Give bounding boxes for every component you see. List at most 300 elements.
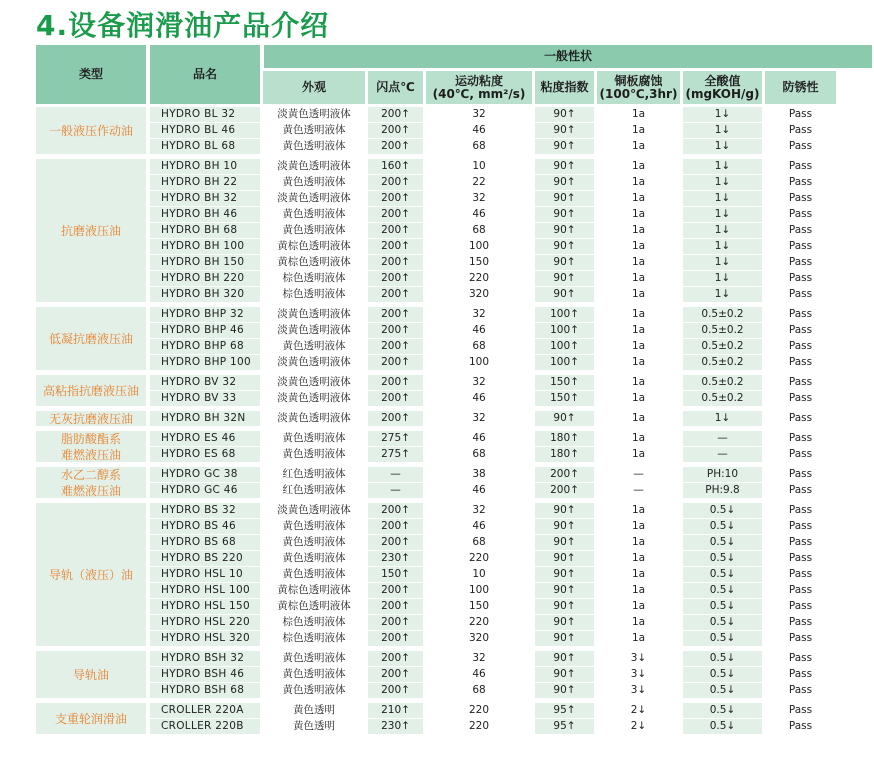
cell-viscosity: 220 xyxy=(426,271,532,286)
cell-acid-number: 0.5↓ xyxy=(683,615,762,630)
cell-copper-corrosion: 1a xyxy=(597,239,680,254)
table-row xyxy=(150,651,872,667)
table-row xyxy=(150,683,872,699)
cell-flash-point: 200↑ xyxy=(368,615,423,630)
cell-copper-corrosion: 1a xyxy=(597,191,680,206)
cell-copper-corrosion: 3↓ xyxy=(597,667,680,682)
cell-copper-corrosion: 1a xyxy=(597,447,680,462)
header-total-acid-number xyxy=(683,71,762,104)
cell-flash-point: 210↑ xyxy=(368,703,423,718)
cell-acid-number: 1↓ xyxy=(683,223,762,238)
cell-rust-prevention: Pass xyxy=(765,255,836,270)
cell-appearance: 棕色透明液体 xyxy=(263,287,365,302)
cell-copper-corrosion: 1a xyxy=(597,175,680,190)
cell-viscosity-index: 180↑ xyxy=(535,447,594,462)
cell-acid-number: 1↓ xyxy=(683,191,762,206)
cell-flash-point: 200↑ xyxy=(368,519,423,534)
header-copper-corrosion xyxy=(597,71,680,104)
table-row xyxy=(150,271,872,287)
cell-viscosity: 100 xyxy=(426,355,532,370)
cell-copper-corrosion: 1a xyxy=(597,207,680,222)
cell-copper-corrosion: 1a xyxy=(597,323,680,338)
cell-viscosity: 46 xyxy=(426,207,532,222)
cell-acid-number: 0.5±0.2 xyxy=(683,391,762,406)
cell-viscosity-index: 150↑ xyxy=(535,391,594,406)
cell-viscosity: 46 xyxy=(426,431,532,446)
category-label: 支重轮润滑油 xyxy=(36,703,146,734)
cell-appearance: 黄棕色透明液体 xyxy=(263,599,365,614)
table-row xyxy=(150,107,872,123)
cell-acid-number: — xyxy=(683,431,762,446)
cell-product-name: HYDRO BSH 46 xyxy=(150,667,260,682)
cell-flash-point: 200↑ xyxy=(368,339,423,354)
cell-copper-corrosion: 3↓ xyxy=(597,651,680,666)
cell-viscosity-index: 100↑ xyxy=(535,323,594,338)
cell-appearance: 黄色透明液体 xyxy=(263,535,365,550)
cell-product-name: HYDRO BL 46 xyxy=(150,123,260,138)
cell-flash-point: 200↑ xyxy=(368,191,423,206)
cell-viscosity-index: 90↑ xyxy=(535,519,594,534)
cell-flash-point: 200↑ xyxy=(368,307,423,322)
cell-viscosity: 150 xyxy=(426,255,532,270)
cell-acid-number: 0.5↓ xyxy=(683,583,762,598)
cell-appearance: 黄色透明液体 xyxy=(263,339,365,354)
cell-viscosity: 46 xyxy=(426,323,532,338)
table-row xyxy=(150,483,872,499)
cell-flash-point: 200↑ xyxy=(368,123,423,138)
category-label: 无灰抗磨液压油 xyxy=(36,411,146,426)
cell-acid-number: 0.5↓ xyxy=(683,503,762,518)
cell-product-name: HYDRO BH 220 xyxy=(150,271,260,286)
cell-flash-point: 200↑ xyxy=(368,535,423,550)
cell-product-name: HYDRO BV 32 xyxy=(150,375,260,390)
cell-viscosity-index: 90↑ xyxy=(535,123,594,138)
cell-product-name: HYDRO BS 32 xyxy=(150,503,260,518)
header-copper-line2: (100℃,3hr) xyxy=(599,86,678,101)
cell-viscosity: 32 xyxy=(426,191,532,206)
cell-acid-number: 1↓ xyxy=(683,255,762,270)
cell-acid-number: 0.5±0.2 xyxy=(683,355,762,370)
cell-viscosity: 46 xyxy=(426,391,532,406)
header-copper-line1: 铜板腐蚀 xyxy=(614,73,663,88)
cell-product-name: HYDRO BH 32N xyxy=(150,411,260,426)
cell-rust-prevention: Pass xyxy=(765,107,836,122)
cell-rust-prevention: Pass xyxy=(765,175,836,190)
cell-product-name: HYDRO BS 68 xyxy=(150,535,260,550)
cell-rust-prevention: Pass xyxy=(765,599,836,614)
cell-rust-prevention: Pass xyxy=(765,519,836,534)
table-row xyxy=(150,307,872,323)
cell-copper-corrosion: 1a xyxy=(597,431,680,446)
cell-product-name: HYDRO BS 220 xyxy=(150,551,260,566)
cell-product-name: CROLLER 220B xyxy=(150,719,260,734)
cell-copper-corrosion: 1a xyxy=(597,159,680,174)
cell-viscosity-index: 90↑ xyxy=(535,411,594,426)
cell-appearance: 黄色透明液体 xyxy=(263,519,365,534)
cell-viscosity-index: 200↑ xyxy=(535,467,594,482)
table-row xyxy=(150,631,872,647)
cell-rust-prevention: Pass xyxy=(765,503,836,518)
table-row xyxy=(150,323,872,339)
cell-viscosity-index: 90↑ xyxy=(535,535,594,550)
cell-product-name: HYDRO BH 68 xyxy=(150,223,260,238)
cell-flash-point: 200↑ xyxy=(368,391,423,406)
cell-viscosity-index: 90↑ xyxy=(535,615,594,630)
cell-flash-point: 160↑ xyxy=(368,159,423,174)
header-acid-line2: (mgKOH/g) xyxy=(685,86,760,101)
cell-flash-point: 200↑ xyxy=(368,207,423,222)
table-row xyxy=(150,191,872,207)
cell-viscosity: 32 xyxy=(426,503,532,518)
cell-acid-number: PH:9.8 xyxy=(683,483,762,498)
cell-viscosity: 68 xyxy=(426,339,532,354)
cell-flash-point: 200↑ xyxy=(368,667,423,682)
cell-copper-corrosion: 1a xyxy=(597,123,680,138)
cell-acid-number: 0.5↓ xyxy=(683,719,762,734)
cell-product-name: HYDRO BS 46 xyxy=(150,519,260,534)
cell-viscosity: 32 xyxy=(426,307,532,322)
cell-copper-corrosion: 1a xyxy=(597,255,680,270)
cell-viscosity: 46 xyxy=(426,123,532,138)
cell-appearance: 黄色透明液体 xyxy=(263,223,365,238)
cell-product-name: HYDRO BV 33 xyxy=(150,391,260,406)
cell-rust-prevention: Pass xyxy=(765,391,836,406)
cell-flash-point: 200↑ xyxy=(368,583,423,598)
cell-viscosity-index: 100↑ xyxy=(535,355,594,370)
cell-rust-prevention: Pass xyxy=(765,535,836,550)
category-label: 水乙二醇系 难燃液压油 xyxy=(36,467,146,498)
cell-flash-point: 200↑ xyxy=(368,503,423,518)
cell-acid-number: 0.5↓ xyxy=(683,631,762,646)
category-label: 导轨（液压）油 xyxy=(36,503,146,646)
cell-viscosity: 220 xyxy=(426,719,532,734)
table-row xyxy=(150,239,872,255)
table-row xyxy=(150,339,872,355)
cell-appearance: 淡黄色透明液体 xyxy=(263,159,365,174)
cell-copper-corrosion: 1a xyxy=(597,411,680,426)
cell-appearance: 黄棕色透明液体 xyxy=(263,239,365,254)
cell-rust-prevention: Pass xyxy=(765,223,836,238)
cell-product-name: HYDRO HSL 10 xyxy=(150,567,260,582)
cell-rust-prevention: Pass xyxy=(765,191,836,206)
cell-appearance: 黄色透明 xyxy=(263,719,365,734)
cell-viscosity-index: 95↑ xyxy=(535,703,594,718)
cell-viscosity-index: 90↑ xyxy=(535,599,594,614)
cell-rust-prevention: Pass xyxy=(765,467,836,482)
cell-flash-point: 200↑ xyxy=(368,239,423,254)
cell-product-name: HYDRO ES 46 xyxy=(150,431,260,446)
category-label: 高粘指抗磨液压油 xyxy=(36,375,146,406)
cell-acid-number: 0.5↓ xyxy=(683,651,762,666)
category-label: 导轨油 xyxy=(36,651,146,698)
cell-rust-prevention: Pass xyxy=(765,447,836,462)
cell-rust-prevention: Pass xyxy=(765,339,836,354)
cell-appearance: 淡黄色透明液体 xyxy=(263,503,365,518)
cell-rust-prevention: Pass xyxy=(765,207,836,222)
cell-product-name: HYDRO BHP 46 xyxy=(150,323,260,338)
cell-product-name: HYDRO HSL 100 xyxy=(150,583,260,598)
cell-rust-prevention: Pass xyxy=(765,239,836,254)
cell-rust-prevention: Pass xyxy=(765,287,836,302)
cell-acid-number: 1↓ xyxy=(683,159,762,174)
cell-acid-number: 0.5↓ xyxy=(683,567,762,582)
cell-flash-point: 230↑ xyxy=(368,551,423,566)
cell-product-name: HYDRO BL 68 xyxy=(150,139,260,154)
header-general-properties: 一般性状 xyxy=(264,45,872,68)
table-row xyxy=(150,159,872,175)
cell-copper-corrosion: 1a xyxy=(597,391,680,406)
cell-appearance: 黄色透明液体 xyxy=(263,567,365,582)
cell-acid-number: 1↓ xyxy=(683,239,762,254)
cell-acid-number: 1↓ xyxy=(683,107,762,122)
cell-product-name: HYDRO BH 100 xyxy=(150,239,260,254)
cell-viscosity-index: 90↑ xyxy=(535,223,594,238)
cell-product-name: HYDRO HSL 320 xyxy=(150,631,260,646)
cell-rust-prevention: Pass xyxy=(765,271,836,286)
cell-acid-number: 0.5↓ xyxy=(683,703,762,718)
table-row xyxy=(150,431,872,447)
cell-acid-number: 1↓ xyxy=(683,207,762,222)
cell-flash-point: 200↑ xyxy=(368,139,423,154)
cell-rust-prevention: Pass xyxy=(765,667,836,682)
cell-copper-corrosion: 1a xyxy=(597,599,680,614)
cell-acid-number: PH:10 xyxy=(683,467,762,482)
cell-appearance: 黄色透明液体 xyxy=(263,175,365,190)
cell-product-name: HYDRO BH 32 xyxy=(150,191,260,206)
cell-appearance: 黄色透明液体 xyxy=(263,667,365,682)
cell-viscosity-index: 90↑ xyxy=(535,503,594,518)
header-kinematic-viscosity xyxy=(426,71,532,104)
header-acid-line1: 全酸值 xyxy=(704,73,741,88)
table-row xyxy=(150,139,872,155)
table-row xyxy=(150,375,872,391)
cell-viscosity-index: 90↑ xyxy=(535,667,594,682)
cell-viscosity: 220 xyxy=(426,615,532,630)
cell-viscosity-index: 95↑ xyxy=(535,719,594,734)
page-title: 4.设备润滑油产品介绍 xyxy=(36,9,330,42)
cell-viscosity: 68 xyxy=(426,447,532,462)
cell-flash-point: 275↑ xyxy=(368,447,423,462)
cell-viscosity: 32 xyxy=(426,411,532,426)
cell-flash-point: 200↑ xyxy=(368,223,423,238)
cell-copper-corrosion: 1a xyxy=(597,287,680,302)
header-flash-point: 闪点℃ xyxy=(368,71,423,104)
cell-viscosity: 68 xyxy=(426,535,532,550)
cell-flash-point: 200↑ xyxy=(368,651,423,666)
table-row xyxy=(150,391,872,407)
cell-viscosity-index: 90↑ xyxy=(535,207,594,222)
cell-flash-point: 200↑ xyxy=(368,631,423,646)
cell-flash-point: 275↑ xyxy=(368,431,423,446)
cell-copper-corrosion: 3↓ xyxy=(597,683,680,698)
cell-flash-point: 200↑ xyxy=(368,375,423,390)
cell-acid-number: — xyxy=(683,447,762,462)
cell-product-name: HYDRO BH 22 xyxy=(150,175,260,190)
header-rust-prevention: 防锈性 xyxy=(765,71,836,104)
cell-appearance: 红色透明液体 xyxy=(263,467,365,482)
cell-viscosity-index: 100↑ xyxy=(535,339,594,354)
cell-acid-number: 0.5↓ xyxy=(683,599,762,614)
cell-viscosity: 32 xyxy=(426,375,532,390)
header-viscosity-line2: (40℃, mm²/s) xyxy=(432,86,526,101)
cell-product-name: HYDRO BSH 68 xyxy=(150,683,260,698)
cell-viscosity-index: 90↑ xyxy=(535,139,594,154)
cell-viscosity: 68 xyxy=(426,683,532,698)
cell-viscosity: 32 xyxy=(426,107,532,122)
cell-acid-number: 1↓ xyxy=(683,139,762,154)
cell-rust-prevention: Pass xyxy=(765,355,836,370)
cell-appearance: 棕色透明液体 xyxy=(263,271,365,286)
cell-acid-number: 1↓ xyxy=(683,287,762,302)
cell-rust-prevention: Pass xyxy=(765,159,836,174)
cell-copper-corrosion: 1a xyxy=(597,223,680,238)
cell-rust-prevention: Pass xyxy=(765,431,836,446)
cell-appearance: 淡黄色透明液体 xyxy=(263,391,365,406)
cell-rust-prevention: Pass xyxy=(765,683,836,698)
cell-copper-corrosion: — xyxy=(597,467,680,482)
cell-rust-prevention: Pass xyxy=(765,123,836,138)
cell-appearance: 黄色透明液体 xyxy=(263,683,365,698)
cell-viscosity: 68 xyxy=(426,223,532,238)
category-label: 低凝抗磨液压油 xyxy=(36,307,146,370)
cell-appearance: 黄棕色透明液体 xyxy=(263,583,365,598)
table-row xyxy=(150,355,872,371)
header-viscosity-index: 粘度指数 xyxy=(535,71,594,104)
cell-appearance: 黄色透明液体 xyxy=(263,207,365,222)
cell-copper-corrosion: 1a xyxy=(597,567,680,582)
table-row xyxy=(150,175,872,191)
cell-appearance: 淡黄色透明液体 xyxy=(263,323,365,338)
header-type: 类型 xyxy=(36,45,146,104)
cell-flash-point: 200↑ xyxy=(368,683,423,698)
cell-flash-point: 200↑ xyxy=(368,355,423,370)
cell-appearance: 淡黄色透明液体 xyxy=(263,375,365,390)
cell-acid-number: 0.5±0.2 xyxy=(683,375,762,390)
cell-copper-corrosion: 1a xyxy=(597,339,680,354)
cell-viscosity-index: 90↑ xyxy=(535,287,594,302)
cell-viscosity-index: 90↑ xyxy=(535,239,594,254)
cell-acid-number: 1↓ xyxy=(683,123,762,138)
cell-appearance: 黄色透明液体 xyxy=(263,551,365,566)
cell-copper-corrosion: 2↓ xyxy=(597,703,680,718)
cell-appearance: 淡黄色透明液体 xyxy=(263,411,365,426)
cell-product-name: HYDRO BHP 32 xyxy=(150,307,260,322)
cell-product-name: HYDRO BH 10 xyxy=(150,159,260,174)
cell-product-name: HYDRO ES 68 xyxy=(150,447,260,462)
cell-copper-corrosion: 1a xyxy=(597,307,680,322)
table-row xyxy=(150,667,872,683)
cell-flash-point: 200↑ xyxy=(368,255,423,270)
cell-acid-number: 0.5±0.2 xyxy=(683,339,762,354)
cell-product-name: HYDRO BH 320 xyxy=(150,287,260,302)
cell-rust-prevention: Pass xyxy=(765,411,836,426)
cell-product-name: HYDRO BSH 32 xyxy=(150,651,260,666)
table-row xyxy=(150,567,872,583)
category-label: 脂肪酸酯系 难燃液压油 xyxy=(36,431,146,462)
table-row xyxy=(150,519,872,535)
cell-copper-corrosion: 1a xyxy=(597,271,680,286)
cell-copper-corrosion: 1a xyxy=(597,583,680,598)
table-row xyxy=(150,447,872,463)
cell-product-name: HYDRO HSL 150 xyxy=(150,599,260,614)
cell-acid-number: 0.5↓ xyxy=(683,535,762,550)
cell-viscosity-index: 90↑ xyxy=(535,683,594,698)
cell-appearance: 黄色透明液体 xyxy=(263,123,365,138)
cell-copper-corrosion: 1a xyxy=(597,503,680,518)
cell-copper-corrosion: 1a xyxy=(597,375,680,390)
table-row xyxy=(150,123,872,139)
cell-viscosity-index: 90↑ xyxy=(535,107,594,122)
cell-copper-corrosion: 1a xyxy=(597,631,680,646)
cell-product-name: CROLLER 220A xyxy=(150,703,260,718)
cell-flash-point: 200↑ xyxy=(368,411,423,426)
header-appearance: 外观 xyxy=(263,71,365,104)
cell-flash-point: 150↑ xyxy=(368,567,423,582)
cell-rust-prevention: Pass xyxy=(765,567,836,582)
category-label: 抗磨液压油 xyxy=(36,159,146,302)
cell-copper-corrosion: 2↓ xyxy=(597,719,680,734)
cell-viscosity: 38 xyxy=(426,467,532,482)
table-row xyxy=(150,503,872,519)
cell-appearance: 黄棕色透明液体 xyxy=(263,255,365,270)
cell-acid-number: 0.5↓ xyxy=(683,683,762,698)
cell-acid-number: 1↓ xyxy=(683,411,762,426)
cell-flash-point: 200↑ xyxy=(368,599,423,614)
cell-viscosity-index: 90↑ xyxy=(535,631,594,646)
cell-rust-prevention: Pass xyxy=(765,307,836,322)
cell-product-name: HYDRO GC 38 xyxy=(150,467,260,482)
cell-viscosity-index: 100↑ xyxy=(535,307,594,322)
cell-appearance: 淡黄色透明液体 xyxy=(263,191,365,206)
cell-flash-point: 200↑ xyxy=(368,175,423,190)
cell-viscosity-index: 90↑ xyxy=(535,175,594,190)
header-name: 品名 xyxy=(150,45,260,104)
cell-copper-corrosion: 1a xyxy=(597,615,680,630)
cell-appearance: 棕色透明液体 xyxy=(263,631,365,646)
cell-viscosity-index: 90↑ xyxy=(535,271,594,286)
table-row xyxy=(150,223,872,239)
cell-flash-point: 200↑ xyxy=(368,271,423,286)
cell-rust-prevention: Pass xyxy=(765,651,836,666)
cell-copper-corrosion: 1a xyxy=(597,139,680,154)
cell-product-name: HYDRO BH 150 xyxy=(150,255,260,270)
cell-rust-prevention: Pass xyxy=(765,703,836,718)
cell-copper-corrosion: 1a xyxy=(597,355,680,370)
cell-rust-prevention: Pass xyxy=(765,583,836,598)
cell-rust-prevention: Pass xyxy=(765,375,836,390)
cell-flash-point: — xyxy=(368,467,423,482)
cell-viscosity-index: 90↑ xyxy=(535,255,594,270)
table-row xyxy=(150,615,872,631)
cell-viscosity: 46 xyxy=(426,667,532,682)
cell-viscosity: 32 xyxy=(426,651,532,666)
cell-acid-number: 1↓ xyxy=(683,271,762,286)
cell-viscosity: 220 xyxy=(426,551,532,566)
table-row xyxy=(150,467,872,483)
cell-copper-corrosion: 1a xyxy=(597,519,680,534)
cell-viscosity: 150 xyxy=(426,599,532,614)
cell-product-name: HYDRO BHP 68 xyxy=(150,339,260,354)
cell-acid-number: 0.5±0.2 xyxy=(683,323,762,338)
cell-acid-number: 0.5↓ xyxy=(683,519,762,534)
table-row xyxy=(150,535,872,551)
cell-rust-prevention: Pass xyxy=(765,615,836,630)
cell-viscosity-index: 90↑ xyxy=(535,651,594,666)
cell-viscosity: 46 xyxy=(426,519,532,534)
cell-product-name: HYDRO BL 32 xyxy=(150,107,260,122)
cell-copper-corrosion: 1a xyxy=(597,535,680,550)
cell-viscosity: 68 xyxy=(426,139,532,154)
